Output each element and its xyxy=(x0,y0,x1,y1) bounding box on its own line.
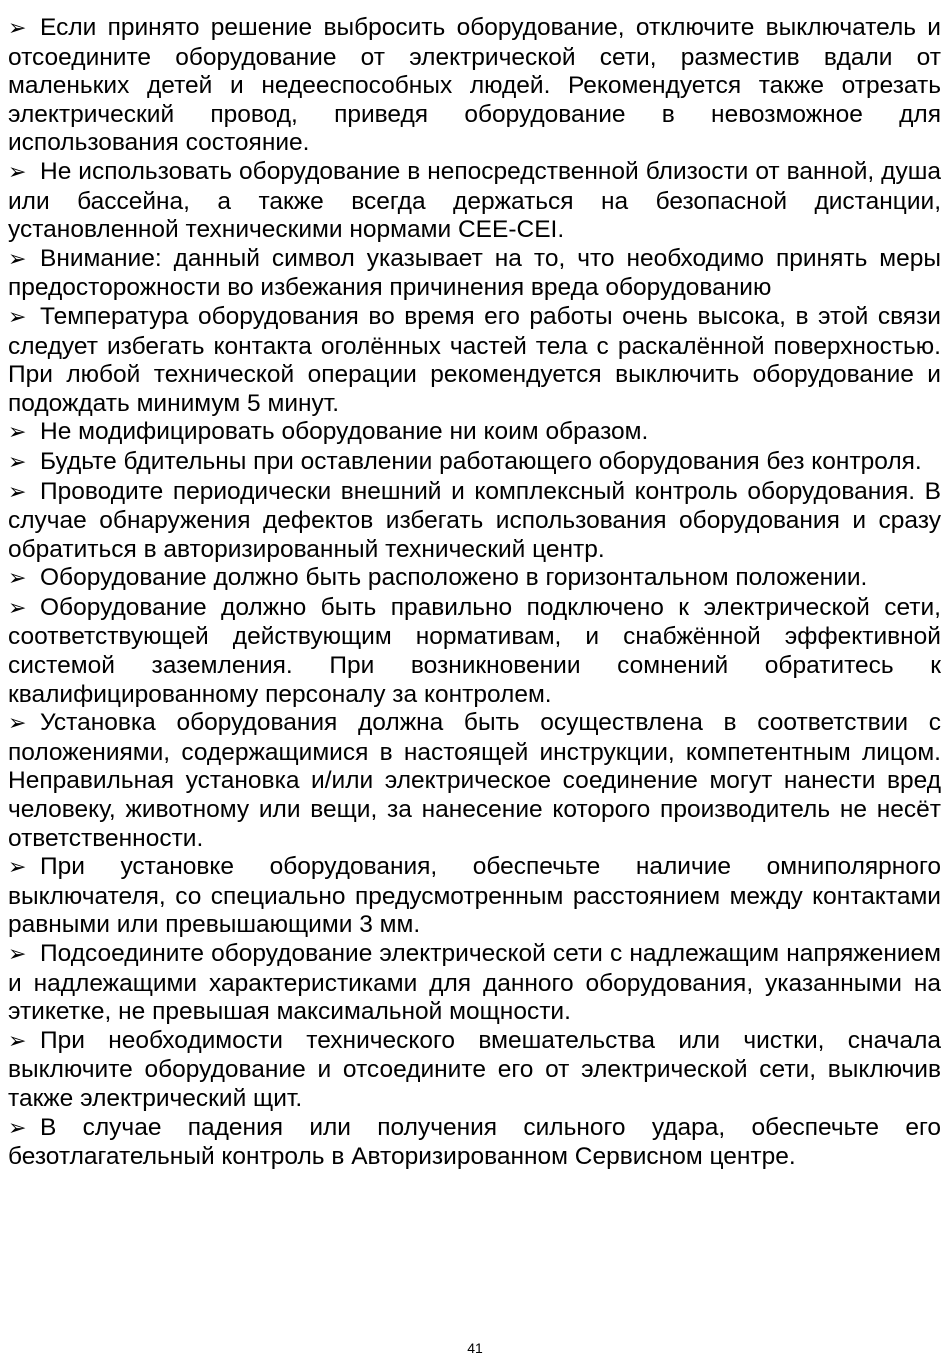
item-text: Оборудование должно быть расположено в горизонтальном положении. xyxy=(40,564,868,592)
list-item xyxy=(8,594,941,709)
arrow-bullet-icon: ➢ xyxy=(8,449,27,475)
arrow-bullet-icon: ➢ xyxy=(8,595,27,621)
arrow-bullet-icon: ➢ xyxy=(8,479,27,505)
item-text: Проводите периодически внешний и комплексный контроль оборудования. В случае обнаружения дефектов избегать использования оборудования и сразу обратиться в авторизированный технический центр. xyxy=(8,477,941,563)
list-item xyxy=(8,158,941,245)
arrow-bullet-icon: ➢ xyxy=(8,1115,27,1141)
list-item xyxy=(8,418,941,448)
arrow-bullet-icon: ➢ xyxy=(8,855,27,881)
arrow-bullet-icon: ➢ xyxy=(8,246,27,272)
item-text: Не модифицировать оборудование ни коим образом. xyxy=(40,418,649,446)
arrow-bullet-icon: ➢ xyxy=(8,16,27,41)
arrow-bullet-icon: ➢ xyxy=(8,420,27,446)
arrow-bullet-icon: ➢ xyxy=(8,159,27,185)
list-item xyxy=(8,709,941,853)
item-text: Установка оборудования должна быть осуществлена в соответствии с положениями, содержащимися в настоящей инструкции, компетентным лицом. Неправильная установка и/или электрическое соединение могут нанести вред человеку, животному или вещи, за нанесение которого производитель не несёт ответственности. xyxy=(8,709,941,852)
item-text: Будьте бдительны при оставлении работающего оборудования без контроля. xyxy=(40,447,922,475)
arrow-bullet-icon: ➢ xyxy=(8,942,27,967)
safety-instructions-list xyxy=(8,14,941,1172)
item-text: При необходимости технического вмешательства или чистки, сначала выключите оборудование и отсоедините его от электрической сети, выключив также электрический щит. xyxy=(8,1026,941,1112)
arrow-bullet-icon: ➢ xyxy=(8,566,27,592)
page-number: 41 xyxy=(467,1340,483,1356)
arrow-bullet-icon: ➢ xyxy=(8,1028,27,1054)
item-text: Если принято решение выбросить оборудование, отключите выключатель и отсоедините оборудование от электрической сети, разместив вдали от маленьких детей и недееспособных людей. Рекомендуется также отрезать электрический провод, приведя оборудование в невозможное для использования состояние. xyxy=(8,14,941,157)
item-text: Подсоедините оборудование электрической сети с надлежащим напряжением и надлежащими характеристиками для данного оборудования, указанными на этикетке, не превышая максимальной мощности. xyxy=(8,940,941,1026)
list-item xyxy=(8,245,941,303)
arrow-bullet-icon: ➢ xyxy=(8,304,27,330)
list-item xyxy=(8,1027,941,1114)
item-text: Оборудование должно быть правильно подключено к электрической сети, соответствующей действующим нормативам, и снабжённой эффективной системой заземления. При возникновении сомнений обратитесь к квалифицированному персоналу за контролем. xyxy=(8,593,941,708)
document-page xyxy=(8,14,941,1172)
item-text: При установке оборудования, обеспечьте наличие омниполярного выключателя, со специально предусмотренным расстоянием между контактами равными или превышающими 3 мм. xyxy=(8,853,941,939)
item-text: Внимание: данный символ указывает на то, что необходимо принять меры предосторожности во избежания причинения вреда оборудованию xyxy=(8,244,941,302)
list-item xyxy=(8,478,941,565)
list-item xyxy=(8,564,941,594)
item-text: В случае падения или получения сильного удара, обеспечьте его безотлагательный контроль в Авторизированном Сервисном центре. xyxy=(8,1113,941,1171)
list-item xyxy=(8,940,941,1027)
arrow-bullet-icon: ➢ xyxy=(8,711,27,737)
list-item xyxy=(8,303,941,418)
item-text: Температура оборудования во время его работы очень высока, в этой связи следует избегать контакта оголённых частей тела с раскалённой поверхностью. При любой технической операции рекомендуется выключить оборудование и подождать минимум 5 минут. xyxy=(8,302,941,417)
list-item xyxy=(8,853,941,940)
list-item xyxy=(8,448,941,478)
item-text: Не использовать оборудование в непосредственной близости от ванной, душа или бассейна, а также всегда держаться на безопасной дистанции, установленной техническими нормами CEE-CEI. xyxy=(8,157,941,244)
list-item xyxy=(8,14,941,158)
list-item xyxy=(8,1114,941,1172)
